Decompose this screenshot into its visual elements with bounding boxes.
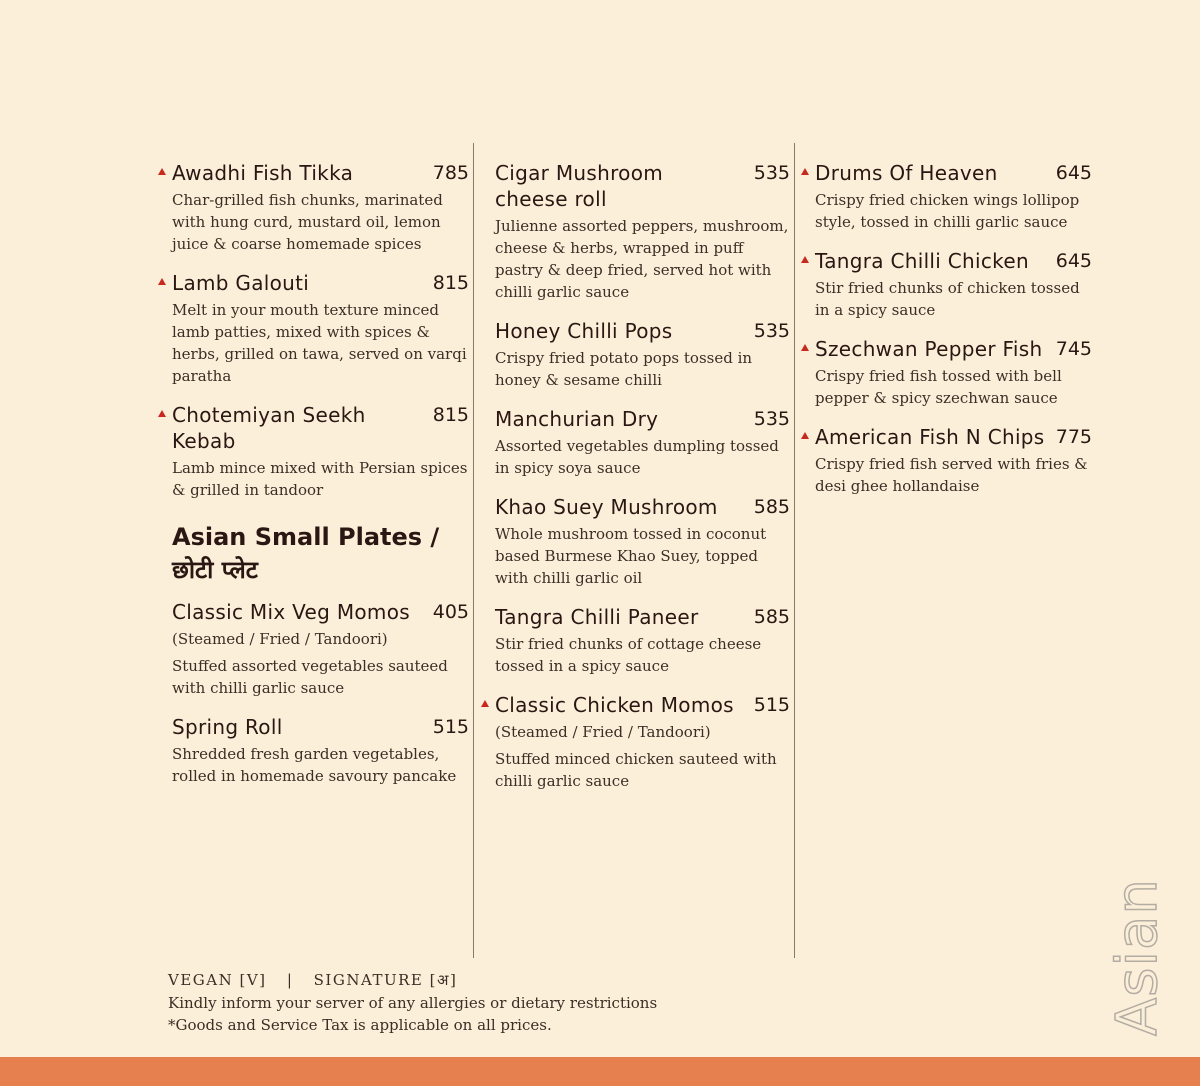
signature-marker-icon [801, 256, 809, 263]
item-description: Stir fried chunks of cottage cheese tossed in a spicy sauce [495, 635, 762, 675]
item-name: Honey Chilli Pops [495, 319, 673, 343]
item-name: Spring Roll [172, 715, 283, 739]
menu-item [480, 692, 790, 792]
item-name: Khao Suey Mushroom [495, 495, 718, 519]
signature-marker-icon [481, 700, 489, 707]
menu-item [800, 248, 1092, 321]
item-name: Drums Of Heaven [815, 161, 998, 185]
signature-marker-icon [158, 168, 166, 175]
item-description: Crispy fried fish served with fries & desi ghee hollandaise [815, 455, 1088, 495]
menu-item [800, 160, 1092, 233]
signature-marker-icon [801, 168, 809, 175]
item-note: (Steamed / Fried / Tandoori) [495, 723, 711, 741]
menu-item [157, 714, 469, 787]
menu-column-2 [480, 160, 790, 807]
menu-item [157, 599, 469, 699]
item-price: 815 [432, 404, 469, 426]
section-title-hindi: छोटी प्लेट [172, 556, 258, 584]
item-price: 515 [432, 716, 469, 738]
menu-column-3 [800, 160, 1092, 512]
menu-column-1 [157, 160, 469, 802]
item-name: Chotemiyan Seekh Kebab [172, 403, 366, 453]
item-price: 535 [753, 162, 790, 184]
section-title [157, 521, 469, 587]
item-name: Szechwan Pepper Fish [815, 337, 1043, 361]
item-description: Crispy fried chicken wings lollipop style, tossed in chilli garlic sauce [815, 191, 1080, 231]
item-price: 535 [753, 320, 790, 342]
item-price: 815 [432, 272, 469, 294]
column-divider-1 [473, 143, 474, 958]
menu-item [157, 160, 469, 255]
legend-separator: | [286, 971, 294, 989]
item-price: 585 [753, 606, 790, 628]
menu-item [480, 318, 790, 391]
item-name: American Fish N Chips [815, 425, 1045, 449]
item-description: Lamb mince mixed with Persian spices & grilled in tandoor [172, 459, 468, 499]
item-name: Lamb Galouti [172, 271, 310, 295]
signature-legend: SIGNATURE [अ] [313, 971, 458, 989]
item-price: 405 [432, 601, 469, 623]
item-description: Whole mushroom tossed in coconut based Burmese Khao Suey, topped with chilli garlic oil [495, 525, 767, 587]
item-name: Awadhi Fish Tikka [172, 161, 354, 185]
item-price: 745 [1055, 338, 1092, 360]
item-name: Cigar Mushroom cheese roll [495, 161, 664, 211]
allergy-note: Kindly inform your server of any allergies or dietary restrictions [168, 994, 658, 1012]
item-description: Melt in your mouth texture minced lamb patties, mixed with spices & herbs, grilled on tawa, served on varqi paratha [172, 301, 467, 385]
item-price: 645 [1055, 250, 1092, 272]
section-title-english: Asian Small Plates / [172, 523, 440, 551]
signature-marker-icon [801, 344, 809, 351]
item-name: Manchurian Dry [495, 407, 659, 431]
menu-item [157, 270, 469, 387]
menu-item [480, 406, 790, 479]
item-name: Tangra Chilli Chicken [815, 249, 1029, 273]
menu-item [157, 402, 469, 501]
item-description: Stuffed minced chicken sauteed with chilli garlic sauce [495, 750, 777, 790]
signature-marker-icon [801, 432, 809, 439]
legend [168, 968, 868, 992]
item-price: 785 [432, 162, 469, 184]
item-description: Char-grilled fish chunks, marinated with hung curd, mustard oil, lemon juice & coarse homemade spices [172, 191, 443, 253]
item-price: 775 [1055, 426, 1092, 448]
bottom-accent-bar [0, 1057, 1200, 1086]
item-description: Crispy fried fish tossed with bell pepper & spicy szechwan sauce [815, 367, 1062, 407]
item-name: Tangra Chilli Paneer [495, 605, 699, 629]
menu-item [800, 336, 1092, 409]
item-price: 645 [1055, 162, 1092, 184]
item-description: Shredded fresh garden vegetables, rolled in homemade savoury pancake [172, 745, 457, 785]
item-description: Stir fried chunks of chicken tossed in a spicy sauce [815, 279, 1080, 319]
item-description: Assorted vegetables dumpling tossed in spicy soya sauce [495, 437, 779, 477]
gst-note: *Goods and Service Tax is applicable on all prices. [168, 1016, 552, 1034]
signature-marker-icon [158, 410, 166, 417]
menu-item [480, 494, 790, 589]
item-note: (Steamed / Fried / Tandoori) [172, 630, 388, 648]
item-name: Classic Chicken Momos [495, 693, 734, 717]
menu-item [480, 160, 790, 303]
vegan-legend: VEGAN [V] [168, 971, 267, 989]
menu-footer [168, 968, 868, 1036]
signature-marker-icon [158, 278, 166, 285]
category-side-label: Asian [1105, 878, 1170, 1036]
column-divider-2 [794, 143, 795, 958]
menu-item [480, 604, 790, 677]
menu-item [800, 424, 1092, 497]
item-description: Crispy fried potato pops tossed in honey & sesame chilli [495, 349, 753, 389]
item-description: Julienne assorted peppers, mushroom, cheese & herbs, wrapped in puff pastry & deep fried, served hot with chilli garlic sauce [495, 217, 789, 301]
item-name: Classic Mix Veg Momos [172, 600, 410, 624]
item-description: Stuffed assorted vegetables sauteed with chilli garlic sauce [172, 657, 448, 697]
item-price: 585 [753, 496, 790, 518]
item-price: 535 [753, 408, 790, 430]
item-price: 515 [753, 694, 790, 716]
